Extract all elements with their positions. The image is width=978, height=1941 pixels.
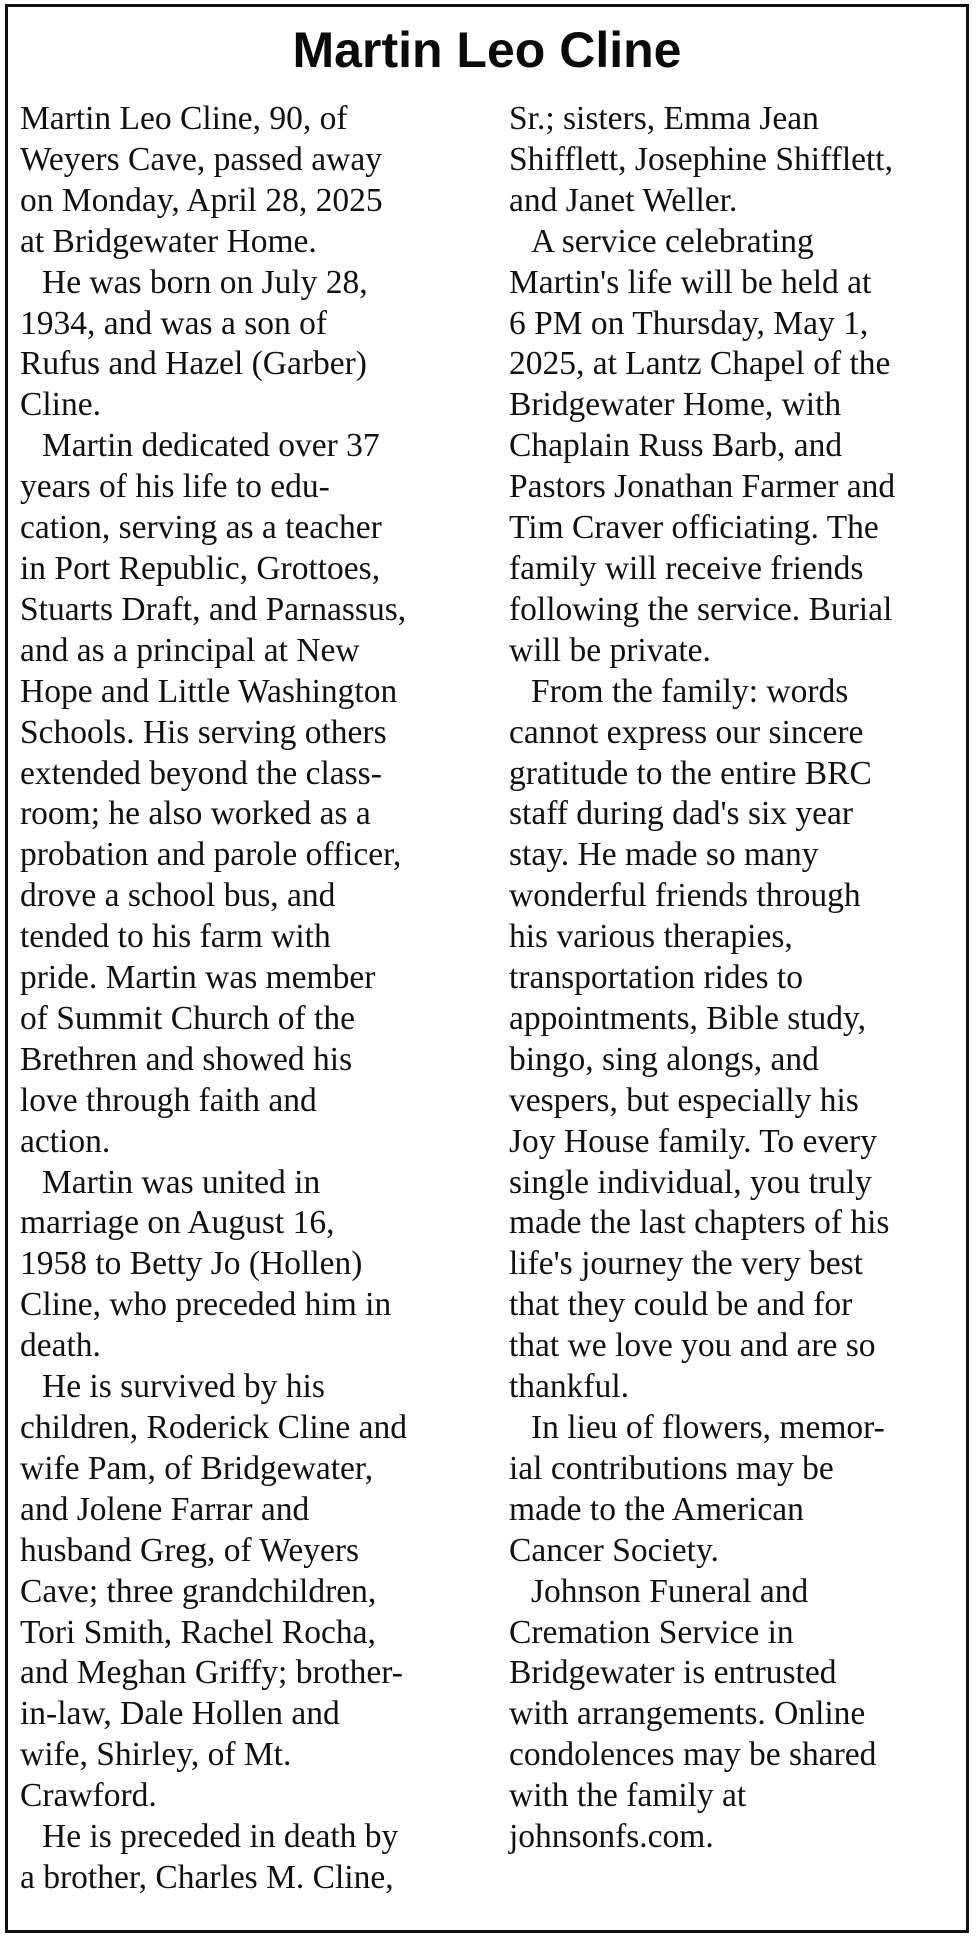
text-line: a brother, Charles M. Cline,	[20, 1858, 394, 1896]
text-line: wonderful friends through	[509, 877, 861, 915]
text-line: and Janet Weller.	[509, 181, 738, 219]
text-line: Martin Leo Cline, 90, of	[20, 100, 348, 137]
paragraph-start-line: In lieu of flowers, memor-	[531, 1409, 885, 1446]
text-line: drove a school bus, and	[20, 877, 336, 915]
text-line: his various therapies,	[509, 918, 793, 956]
text-line: 1934, and was a son of	[20, 304, 328, 342]
text-line: and as a principal at New	[20, 631, 360, 669]
text-line: ial contributions may be	[509, 1449, 834, 1487]
text-line: action.	[20, 1122, 111, 1160]
paragraph-start-line: Johnson Funeral and	[531, 1572, 809, 1610]
text-line: family will receive friends	[509, 549, 864, 587]
text-line: single individual, you truly	[509, 1163, 872, 1201]
text-line: with arrangements. Online	[509, 1695, 866, 1733]
text-line: Weyers Cave, passed away	[20, 140, 382, 178]
text-line: appointments, Bible study,	[509, 999, 867, 1037]
text-line: staff during dad's six year	[509, 795, 854, 833]
text-line: probation and parole officer,	[20, 836, 402, 874]
text-line: Cline, who preceded him in	[20, 1286, 392, 1324]
text-line: will be private.	[509, 631, 711, 669]
text-line: Cave; three grandchildren,	[20, 1572, 377, 1610]
text-line: Cremation Service in	[509, 1613, 794, 1651]
text-line: tended to his farm with	[20, 918, 331, 956]
paragraph-start-line: From the family: words	[531, 672, 849, 710]
text-line: Stuarts Draft, and Parnassus,	[20, 590, 407, 628]
text-line: Crawford.	[20, 1777, 157, 1815]
text-line: made to the American	[509, 1490, 804, 1528]
text-line: love through faith and	[20, 1081, 317, 1119]
paragraph-start-line: He is survived by his	[42, 1368, 325, 1406]
text-line: Schools. His serving others	[20, 713, 387, 751]
text-line: cannot express our sincere	[509, 713, 864, 751]
text-line: in-law, Dale Hollen and	[20, 1695, 340, 1733]
text-line: Tori Smith, Rachel Rocha,	[20, 1613, 376, 1651]
text-line: years of his life to edu-	[20, 468, 330, 506]
text-line: Bridgewater is entrusted	[509, 1654, 837, 1692]
paragraph-start-line: He was born on July 28,	[42, 263, 368, 301]
text-line: marriage on August 16,	[20, 1204, 335, 1242]
text-line: condolences may be shared	[509, 1736, 877, 1774]
text-line: of Summit Church of the	[20, 999, 355, 1037]
text-line: made the last chapters of his	[509, 1204, 890, 1242]
text-line: 1958 to Betty Jo (Hollen)	[20, 1245, 363, 1283]
text-line: pride. Martin was member	[20, 959, 376, 997]
text-line: 2025, at Lantz Chapel of the	[509, 345, 891, 383]
text-line: life's journey the very best	[509, 1245, 863, 1283]
text-line: death.	[20, 1327, 101, 1365]
text-line: johnsonfs.com.	[509, 1818, 714, 1856]
column-right	[509, 99, 971, 1858]
text-line: husband Greg, of Weyers	[20, 1531, 360, 1569]
text-line: at Bridgewater Home.	[20, 222, 317, 260]
text-line: and Jolene Farrar and	[20, 1490, 310, 1528]
text-line: in Port Republic, Grottoes,	[20, 549, 381, 587]
obituary-title: Martin Leo Cline	[292, 22, 682, 78]
text-line: and Meghan Griffy; brother-	[20, 1654, 403, 1692]
text-line: that we love you and are so	[509, 1327, 876, 1365]
text-line: wife, Shirley, of Mt.	[20, 1736, 292, 1774]
obituary-frame	[5, 4, 969, 1933]
text-line: that they could be and for	[509, 1286, 853, 1324]
paragraph-start-line: Martin dedicated over 37	[42, 427, 380, 465]
text-line: Rufus and Hazel (Garber)	[20, 345, 367, 383]
text-line: bingo, sing alongs, and	[509, 1040, 819, 1078]
text-line: vespers, but especially his	[509, 1081, 859, 1119]
text-line: with the family at	[509, 1777, 747, 1815]
text-line: Joy House family. To every	[509, 1122, 877, 1160]
text-line: Cline.	[20, 386, 101, 424]
text-line: Chaplain Russ Barb, and	[509, 427, 843, 465]
text-line: Tim Craver officiating. The	[509, 509, 879, 547]
text-line: Pastors Jonathan Farmer and	[509, 468, 896, 506]
text-line: extended beyond the class-	[20, 754, 382, 792]
text-line: thankful.	[509, 1368, 630, 1406]
text-line: Bridgewater Home, with	[509, 386, 842, 424]
text-line: following the service. Burial	[509, 590, 893, 628]
paragraph-start-line: He is preceded in death by	[42, 1818, 399, 1856]
text-line: transportation rides to	[509, 959, 803, 997]
text-line: Brethren and showed his	[20, 1040, 353, 1078]
text-line: Cancer Society.	[509, 1531, 719, 1569]
text-line: wife Pam, of Bridgewater,	[20, 1449, 374, 1487]
column-left	[20, 99, 490, 1899]
text-line: Hope and Little Washington	[20, 672, 398, 710]
text-line: cation, serving as a teacher	[20, 509, 382, 547]
text-line: stay. He made so many	[509, 836, 819, 874]
text-line: 6 PM on Thursday, May 1,	[509, 304, 869, 342]
text-line: on Monday, April 28, 2025	[20, 181, 383, 219]
text-line: room; he also worked as a	[20, 795, 371, 833]
text-line: children, Roderick Cline and	[20, 1409, 408, 1446]
text-line: Martin's life will be held at	[509, 263, 872, 301]
text-line: gratitude to the entire BRC	[509, 754, 872, 792]
text-line: Sr.; sisters, Emma Jean	[509, 100, 819, 137]
paragraph-start-line: A service celebrating	[531, 222, 814, 260]
text-line: Shifflett, Josephine Shifflett,	[509, 140, 893, 178]
paragraph-start-line: Martin was united in	[42, 1163, 321, 1201]
